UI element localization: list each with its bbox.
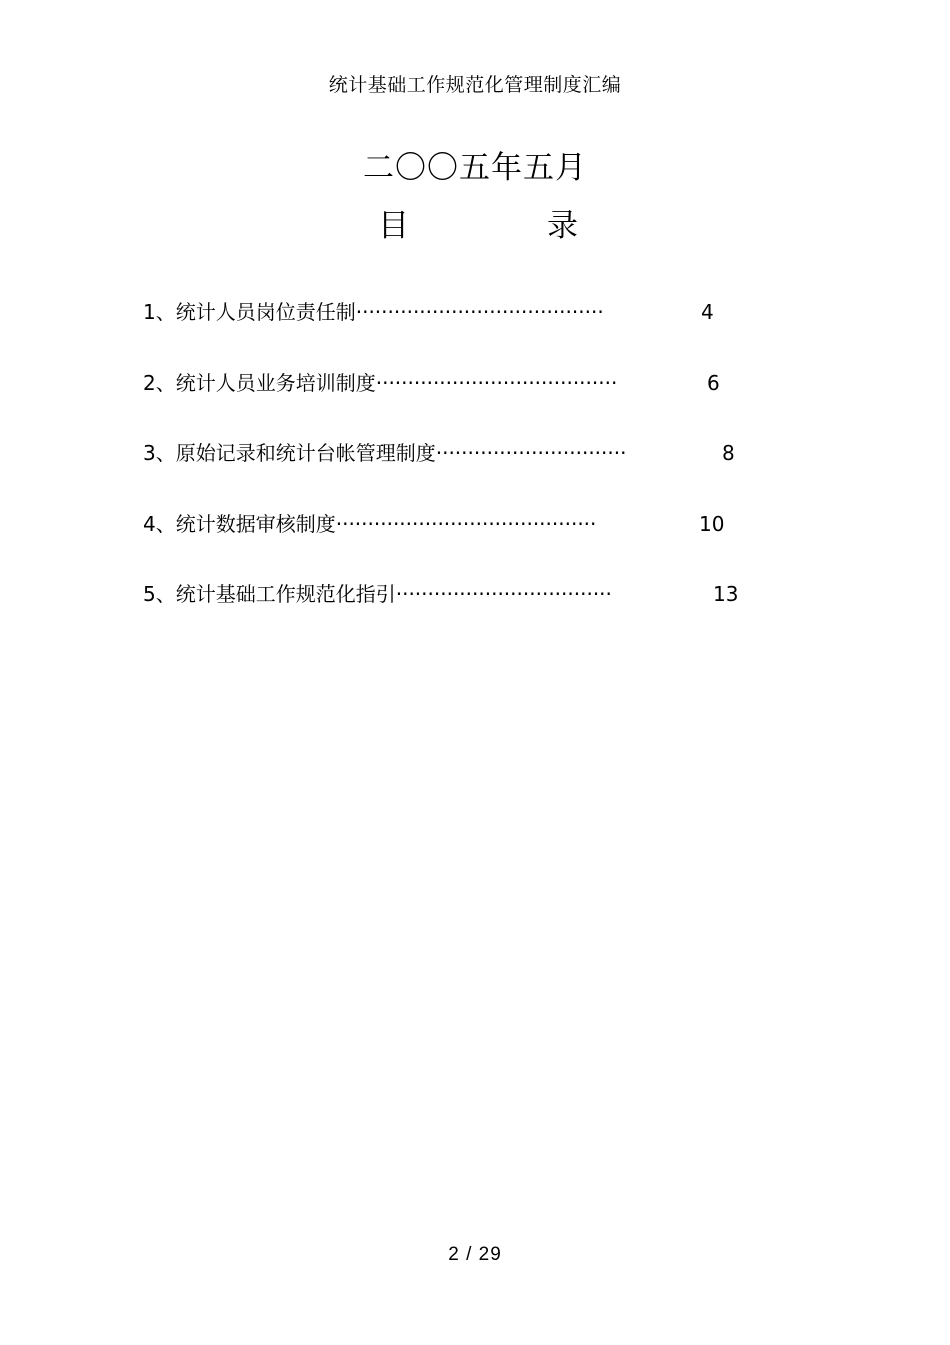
document-header: 统计基础工作规范化管理制度汇编 [328,74,622,96]
toc-item-number: 3、 [143,441,176,465]
toc-leader-dots: ·································· [395,582,612,606]
toc-leader-dots: ······································· [355,300,604,324]
toc-item-text: 统计人员业务培训制度 [175,370,376,395]
toc-item-5[interactable] [143,580,763,651]
toc-item-2[interactable] [143,369,763,440]
toc-item-page: 6 [707,370,720,395]
toc-item-number: 5、 [143,582,176,606]
toc-item-page: 8 [722,441,735,465]
toc-item-4[interactable] [143,510,763,581]
toc-item-1[interactable] [143,298,763,369]
toc-title-left: 目 [378,208,409,244]
toc-item-page: 4 [701,300,714,324]
toc-title [378,200,578,245]
toc-item-3[interactable] [143,439,763,510]
date-line: 二〇〇五年五月 [363,150,587,186]
toc-item-number: 4、 [143,511,176,536]
toc-item-text: 统计基础工作规范化指引 [175,582,396,606]
toc-title-right: 录 [547,208,578,244]
toc-item-number: 1、 [143,300,176,324]
toc-item-text: 原始记录和统计台帐管理制度 [175,441,436,465]
toc-item-text: 统计数据审核制度 [175,511,336,536]
page-indicator: 2 / 29 [448,1244,502,1265]
toc-item-number: 2、 [143,370,176,395]
table-of-contents [143,298,763,651]
toc-leader-dots: ······························ [435,441,627,465]
toc-item-page: 10 [699,511,725,536]
toc-item-text: 统计人员岗位责任制 [175,300,356,324]
toc-leader-dots: ········································· [335,511,597,536]
toc-item-page: 13 [713,582,739,606]
toc-leader-dots: ······································ [375,370,618,395]
